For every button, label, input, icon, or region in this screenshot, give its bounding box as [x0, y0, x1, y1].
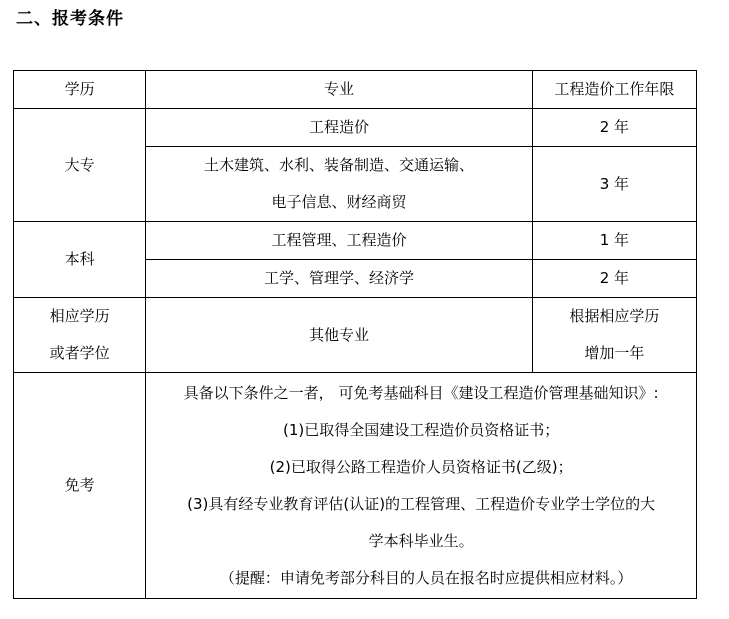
major-cell: 工程造价: [146, 109, 533, 147]
header-work-years: 工程造价工作年限: [532, 71, 696, 109]
years-cell: 2 年: [532, 109, 696, 147]
education-line: 相应学历: [49, 307, 110, 325]
major-cell: 工学、管理学、经济学: [146, 260, 533, 298]
exempt-line: (2)已取得公路工程造价人员资格证书(乙级)；: [269, 457, 573, 476]
exempt-line: 具备以下条件之一者， 可免考基础科目《建设工程造价管理基础知识》:: [183, 383, 659, 402]
education-related: [14, 298, 146, 373]
table-row: [14, 373, 697, 599]
exempt-remark: （提醒：申请免考部分科目的人员在报名时应提供相应材料。）: [219, 568, 633, 587]
years-cell: 3 年: [532, 147, 696, 222]
major-line: 电子信息、财经商贸: [271, 193, 407, 211]
exempt-line: (3)具有经专业教育评估(认证)的工程管理、工程造价专业学士学位的大: [187, 494, 656, 513]
education-benke: 本科: [14, 222, 146, 298]
major-cell: [146, 147, 533, 222]
years-line: 根据相应学历: [569, 307, 660, 325]
exempt-conditions: [146, 373, 697, 599]
table-row: [14, 109, 697, 147]
years-cell: [532, 298, 696, 373]
education-exempt: 免考: [14, 373, 146, 599]
table-row: [14, 222, 697, 260]
header-major: 专业: [146, 71, 533, 109]
years-cell: 1 年: [532, 222, 696, 260]
table-row: [14, 298, 697, 373]
major-line: 土木建筑、水利、装备制造、交通运输、: [203, 156, 474, 174]
major-cell: 其他专业: [146, 298, 533, 373]
education-dazhuan: 大专: [14, 109, 146, 222]
table-header-row: [14, 71, 697, 109]
education-line: 或者学位: [49, 344, 110, 362]
years-line: 增加一年: [584, 344, 645, 362]
years-cell: 2 年: [532, 260, 696, 298]
exempt-line: 学本科毕业生。: [368, 531, 474, 550]
section-heading: 二、报考条件: [16, 9, 124, 29]
major-cell: 工程管理、工程造价: [146, 222, 533, 260]
exempt-line: (1)已取得全国建设工程造价员资格证书；: [282, 420, 560, 439]
requirements-table: [13, 70, 697, 599]
header-education: 学历: [14, 71, 146, 109]
